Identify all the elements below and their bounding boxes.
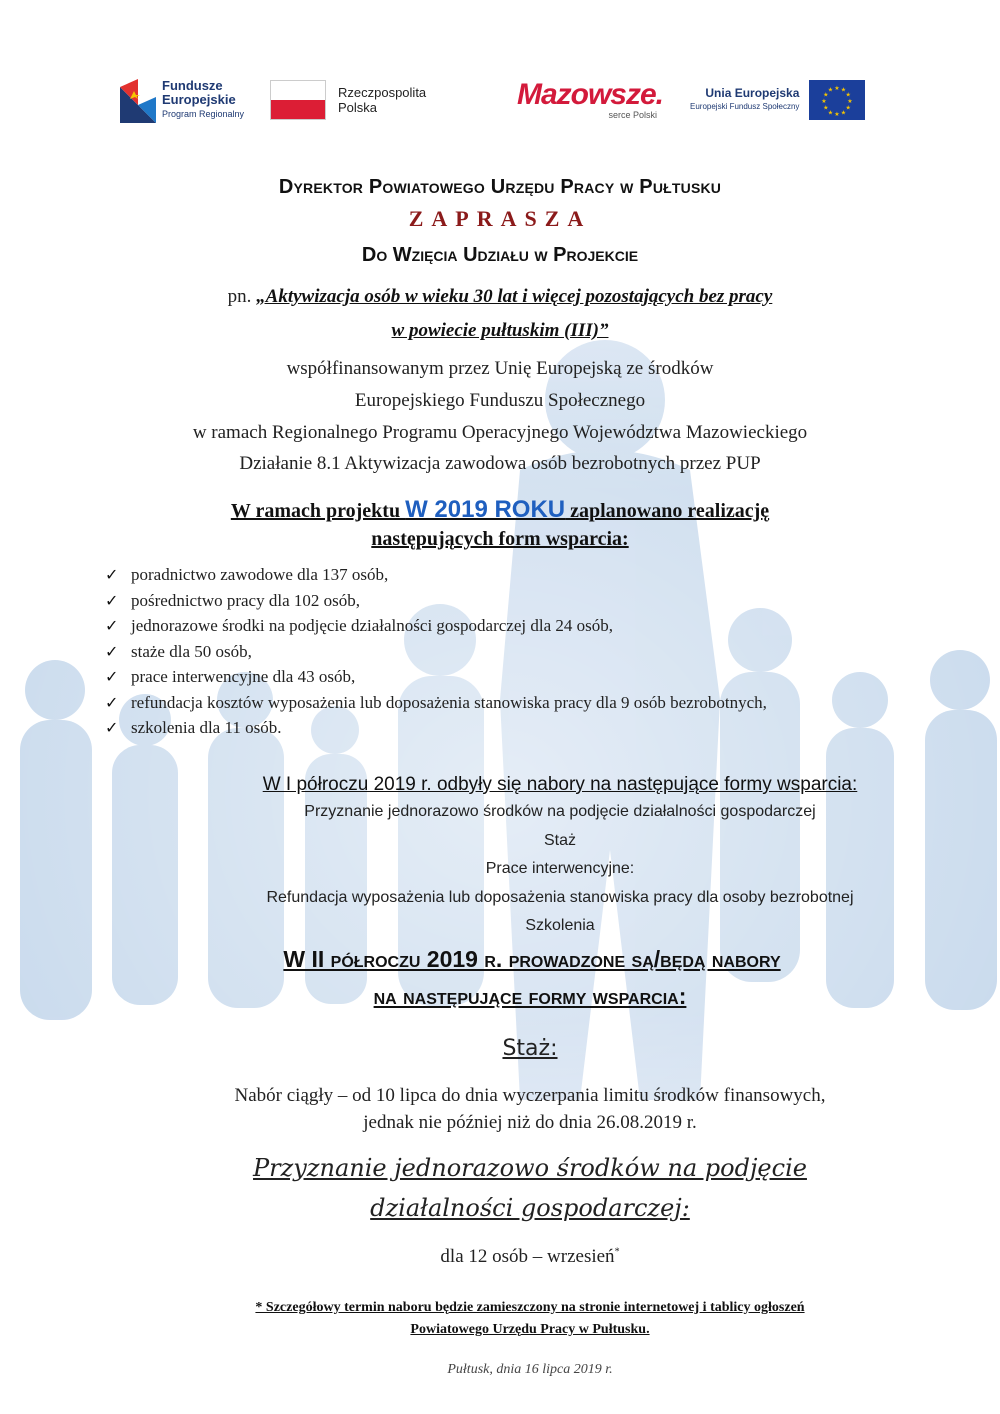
svg-text:★: ★ [828, 86, 834, 94]
funding-line-1: współfinansowanym przez Unię Europejską ze środków [286, 358, 714, 379]
svg-text:★: ★ [823, 104, 829, 112]
list-item [105, 562, 965, 588]
mazowsze-word: Mazowsze. [516, 78, 663, 111]
first-half-heading: W I półroczu 2019 r. odbyły się nabory na następujące formy wsparcia: [262, 774, 858, 795]
plan-year: W 2019 ROKU [405, 496, 566, 523]
list-item-text: jednorazowe środki na podjęcie działalności gospodarczej dla 24 osób, [131, 616, 613, 635]
eu-flag-icon [809, 80, 865, 120]
pn-prefix: pn. [227, 286, 257, 307]
checkmark-icon: ✓ [105, 718, 119, 737]
list-item [105, 664, 965, 690]
list-item [105, 613, 965, 639]
director-heading: Dyrektor Powiatowego Urzędu Pracy w Pułtusku [278, 176, 722, 198]
project-title-text: „Aktywizacja osób w wieku 30 lat i więcej pozostających bez pracy [256, 286, 773, 307]
svg-text:★: ★ [845, 104, 852, 112]
list-item-text: prace interwencyjne dla 43 osób, [131, 667, 356, 686]
issue-date: Pułtusk, dnia 16 lipca 2019 r. [447, 1362, 613, 1377]
list-item-text: pośrednictwo pracy dla 102 osób, [131, 590, 360, 610]
checkmark-icon: ✓ [105, 590, 119, 610]
checkmark-icon: ✓ [105, 641, 119, 661]
grant-detail-text: dla 12 osób – wrzesień [440, 1246, 615, 1267]
svg-text:★: ★ [834, 85, 841, 92]
unia-europejska-logo [690, 70, 865, 130]
checkmark-icon: ✓ [105, 667, 119, 686]
fundusze-europejskie-logo [120, 70, 244, 130]
plan-heading [0, 496, 1000, 524]
list-item [105, 588, 965, 614]
list-item-text: staże dla 50 osób, [131, 641, 252, 661]
svg-text:★: ★ [821, 98, 828, 105]
footnote-line1: * Szczegółowy termin naboru będzie zamieszczony na stronie internetowej i tablicy ogłoszeń [255, 1300, 805, 1315]
fe-line3: Program Regionalny [162, 109, 245, 119]
svg-text:★: ★ [841, 86, 847, 94]
plan-before: W ramach projektu [230, 500, 406, 522]
svg-text:★: ★ [823, 91, 829, 99]
first-half-item: Przyznanie jednorazowo środków na podjęcie działalności gospodarczej [304, 803, 816, 820]
mazowsze-logo [468, 70, 663, 130]
grant-title-line1: Przyznanie jednorazowo środków na podjęcie [253, 1154, 807, 1182]
list-item-text: refundacja kosztów wyposażenia lub doposażenia stanowiska pracy dla 9 osób bezrobotnych, [131, 692, 767, 712]
footnote-mark: * [614, 1246, 620, 1258]
invites-heading: ZAPRASZA [408, 206, 592, 231]
second-half-heading-line2: na następujące formy wsparcia: [373, 983, 687, 1009]
funding-line-2: Europejskiego Funduszu Społecznego [354, 390, 646, 411]
svg-text:★: ★ [834, 111, 841, 118]
list-item [105, 690, 965, 716]
checkmark-icon: ✓ [105, 692, 119, 712]
rzeczpospolita-polska-logo [270, 70, 426, 130]
polish-flag-icon [270, 80, 326, 120]
rp-line2: Polska [338, 100, 378, 115]
staz-title: Staż: [502, 1036, 558, 1061]
participate-heading: Do Wzięcia Udziału w Projekcie [361, 244, 639, 266]
checkmark-icon: ✓ [105, 616, 119, 635]
svg-text:★: ★ [847, 98, 854, 105]
rp-line1: Rzeczpospolita [338, 85, 427, 100]
grant-title-line2: działalności gospodarczej: [370, 1194, 690, 1222]
grant-detail [30, 1246, 1000, 1268]
second-half-heading-line1: W II półroczu 2019 r. prowadzone są/będą nabory [283, 946, 781, 972]
first-half-item: Szkolenia [525, 917, 595, 934]
staz-line2: jednak nie później niż do dnia 26.08.2019 r. [363, 1112, 697, 1133]
ue-line2: Europejski Fundusz Społeczny [690, 102, 800, 111]
fe-line2: Europejskie [162, 92, 236, 107]
mazowsze-sub: serce Polski [608, 110, 657, 120]
svg-text:★: ★ [841, 109, 847, 117]
list-item-text: poradnictwo zawodowe dla 137 osób, [131, 565, 389, 584]
list-item [105, 715, 965, 741]
plan-after: zaplanowano realizację [565, 500, 770, 522]
funding-line-3: w ramach Regionalnego Programu Operacyjnego Województwa Mazowieckiego [192, 422, 808, 443]
first-half-item: Staż [543, 832, 576, 849]
first-half-item: Refundacja wyposażenia lub doposażenia stanowiska pracy dla osoby bezrobotnej [266, 889, 854, 906]
first-half-item: Prace interwencyjne: [485, 860, 635, 877]
project-title-line2: w powiecie pułtuskim (III)” [391, 320, 609, 341]
checkmark-icon: ✓ [105, 565, 119, 584]
footnote-line2: Powiatowego Urzędu Pracy w Pułtusku. [410, 1322, 650, 1337]
support-forms-list [105, 562, 965, 741]
funding-line-4: Działanie 8.1 Aktywizacja zawodowa osób bezrobotnych przez PUP [239, 453, 761, 474]
fe-line1: Fundusze [162, 78, 223, 93]
svg-text:★: ★ [828, 109, 834, 117]
staz-line1: Nabór ciągły – od 10 lipca do dnia wyczerpania limitu środków finansowych, [234, 1085, 826, 1106]
ue-line1: Unia Europejska [705, 86, 800, 100]
list-item [105, 639, 965, 665]
svg-text:★: ★ [845, 91, 852, 99]
list-item-text: szkolenia dla 11 osób. [131, 718, 282, 737]
plan-heading-line2: następujących form wsparcia: [371, 528, 629, 550]
fundusze-europejskie-mark-icon [120, 77, 156, 123]
project-title-line1 [0, 286, 1000, 308]
logo-strip [110, 70, 890, 130]
